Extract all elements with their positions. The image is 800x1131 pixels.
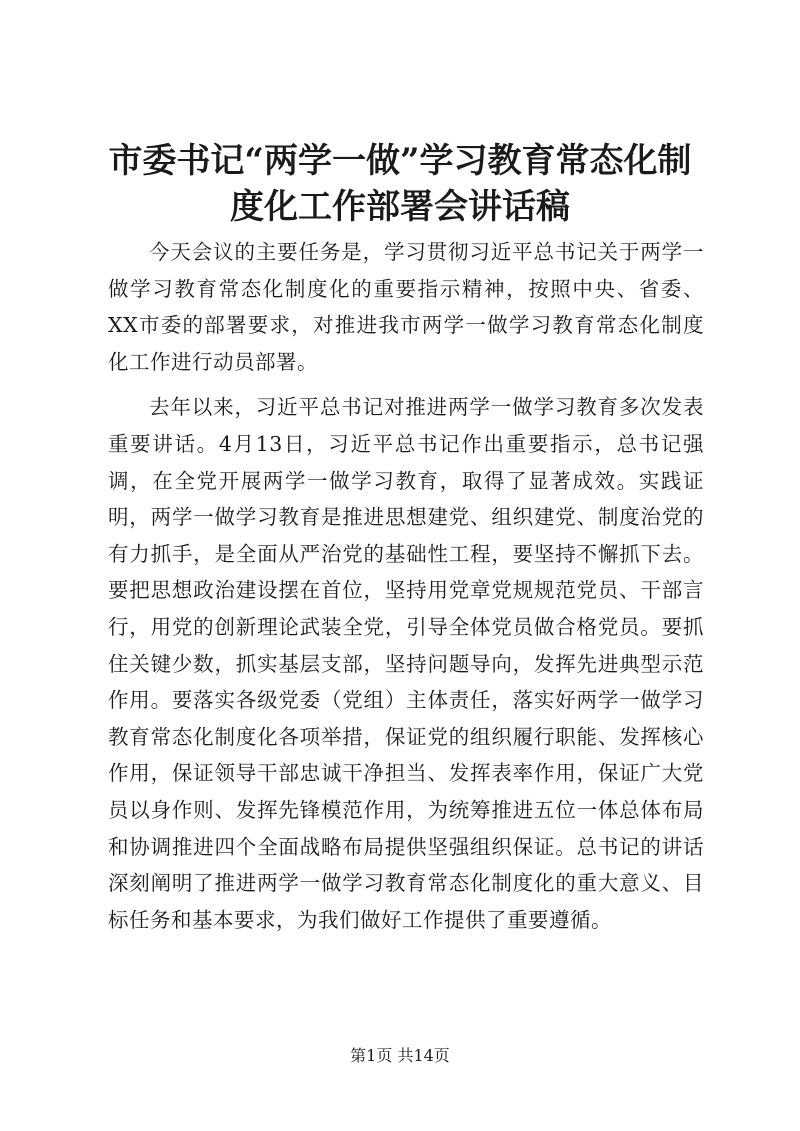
page-title: 市委书记“两学一做”学习教育常态化制度化工作部署会讲话稿 bbox=[108, 141, 692, 227]
page-number-footer: 第1页 共14页 bbox=[350, 1046, 450, 1065]
document-body bbox=[108, 234, 704, 938]
paragraph-1: 今天会议的主要任务是，学习贯彻习近平总书记关于两学一做学习教育常态化制度化的重要指示精神，按照中央、省委、XX市委的部署要求，对推进我市两学一做学习教育常态化制度化工作进行动员部署。 bbox=[108, 240, 704, 374]
paragraph-2: 去年以来，习近平总书记对推进两学一做学习教育多次发表重要讲话。4月13日，习近平总书记作出重要指示，总书记强调，在全党开展两学一做学习教育，取得了显著成效。实践证明，两学一做学习教育是推进思想建党、组织建党、制度治党的有力抓手，是全面从严治党的基础性工程，要坚持不懈抓下去。要把思想政治建设摆在首位，坚持用党章党规规范党员、干部言行，用党的创新理论武装全党，引导全体党员做合格党员。要抓住关键少数，抓实基层支部，坚持问题导向，发挥先进典型示范作用。要落实各级党委（党组）主体责任，落实好两学一做学习教育常态化制度化各项举措，保证党的组织履行职能、发挥核心作用，保证领导干部忠诚干净担当、发挥表率作用，保证广大党员以身作则、发挥先锋模范作用，为统筹推进五位一体总体布局和协调推进四个全面战略布局提供坚强组织保证。总书记的讲话深刻阐明了推进两学一做学习教育常态化制度化的重大意义、目标任务和基本要求，为我们做好工作提供了重要遵循。 bbox=[108, 395, 704, 932]
